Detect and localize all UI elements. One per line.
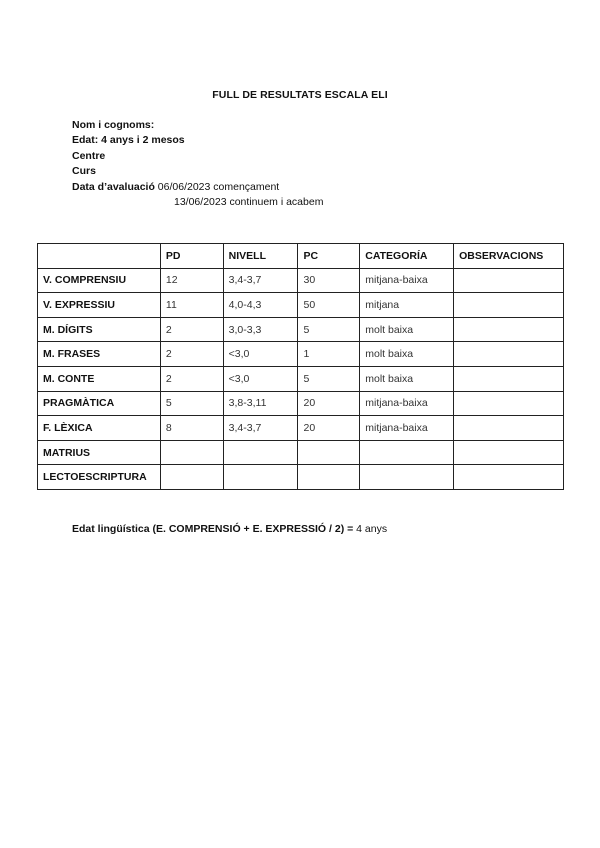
row-label: M. FRASES bbox=[38, 342, 161, 367]
header-cell-pd: PD bbox=[160, 244, 223, 269]
table-row bbox=[38, 293, 564, 318]
pc-cell bbox=[298, 465, 360, 490]
table-row bbox=[38, 342, 564, 367]
nivell-cell: 3,4-3,7 bbox=[223, 268, 298, 293]
course-row bbox=[72, 164, 323, 179]
observacions-cell bbox=[454, 293, 564, 318]
student-info bbox=[72, 118, 323, 210]
pc-cell: 5 bbox=[298, 317, 360, 342]
observacions-cell bbox=[454, 416, 564, 441]
age-row bbox=[72, 133, 323, 148]
nivell-cell: <3,0 bbox=[223, 366, 298, 391]
table-row bbox=[38, 416, 564, 441]
center-row bbox=[72, 149, 323, 164]
row-label: MATRIUS bbox=[38, 440, 161, 465]
observacions-cell bbox=[454, 366, 564, 391]
row-label: V. COMPRENSIU bbox=[38, 268, 161, 293]
nivell-cell: 3,4-3,7 bbox=[223, 416, 298, 441]
nivell-cell bbox=[223, 440, 298, 465]
table-row bbox=[38, 465, 564, 490]
course-label: Curs bbox=[72, 165, 96, 178]
results-table bbox=[37, 243, 564, 490]
pc-cell: 20 bbox=[298, 416, 360, 441]
age-label: Edat: 4 anys i 2 mesos bbox=[72, 134, 185, 147]
pd-cell: 2 bbox=[160, 342, 223, 367]
categoria-cell: mitjana-baixa bbox=[360, 268, 454, 293]
categoria-cell bbox=[360, 465, 454, 490]
pc-cell bbox=[298, 440, 360, 465]
pd-cell: 5 bbox=[160, 391, 223, 416]
nivell-cell: 4,0-4,3 bbox=[223, 293, 298, 318]
date-label: Data d’avaluació bbox=[72, 180, 155, 193]
header-cell-blank bbox=[38, 244, 161, 269]
row-label: V. EXPRESSIU bbox=[38, 293, 161, 318]
pc-cell: 50 bbox=[298, 293, 360, 318]
name-label: Nom i cognoms: bbox=[72, 119, 155, 131]
header-cell-categoria: CATEGORÍA bbox=[360, 244, 454, 269]
categoria-cell bbox=[360, 440, 454, 465]
categoria-cell: molt baixa bbox=[360, 342, 454, 367]
table-row bbox=[38, 391, 564, 416]
nivell-cell: <3,0 bbox=[223, 342, 298, 367]
row-label: PRAGMÀTICA bbox=[38, 391, 161, 416]
header-cell-nivell: NIVELL bbox=[223, 244, 298, 269]
pd-cell: 8 bbox=[160, 416, 223, 441]
pd-cell bbox=[160, 440, 223, 465]
pd-cell: 2 bbox=[160, 317, 223, 342]
header-cell-pc: PC bbox=[298, 244, 360, 269]
categoria-cell: mitjana bbox=[360, 293, 454, 318]
date-value-start: 06/06/2023 començament bbox=[157, 180, 280, 193]
table-header-row bbox=[38, 244, 564, 269]
date-row-continued bbox=[72, 195, 323, 210]
categoria-cell: mitjana-baixa bbox=[360, 391, 454, 416]
header-cell-observacions: OBSERVACIONS bbox=[454, 244, 564, 269]
center-label: Centre bbox=[72, 149, 106, 162]
observacions-cell bbox=[454, 268, 564, 293]
date-value-continue: 13/06/2023 continuem i acabem bbox=[174, 195, 324, 208]
date-row bbox=[72, 180, 323, 195]
table-row bbox=[38, 268, 564, 293]
row-label: M. CONTE bbox=[38, 366, 161, 391]
row-label: LECTOESCRIPTURA bbox=[38, 465, 161, 490]
observacions-cell bbox=[454, 342, 564, 367]
observacions-cell bbox=[454, 465, 564, 490]
pd-cell: 12 bbox=[160, 268, 223, 293]
categoria-cell: molt baixa bbox=[360, 317, 454, 342]
pc-cell: 5 bbox=[298, 366, 360, 391]
row-label: F. LÈXICA bbox=[38, 416, 161, 441]
pd-cell: 2 bbox=[160, 366, 223, 391]
document-title: FULL DE RESULTATS ESCALA ELI bbox=[212, 89, 388, 101]
observacions-cell bbox=[454, 440, 564, 465]
categoria-cell: molt baixa bbox=[360, 366, 454, 391]
nivell-cell: 3,8-3,11 bbox=[223, 391, 298, 416]
formula-value: 4 anys bbox=[356, 523, 388, 535]
pc-cell: 1 bbox=[298, 342, 360, 367]
pd-cell: 11 bbox=[160, 293, 223, 318]
table-row bbox=[38, 366, 564, 391]
observacions-cell bbox=[454, 317, 564, 342]
pc-cell: 30 bbox=[298, 268, 360, 293]
table-row bbox=[38, 317, 564, 342]
nivell-cell bbox=[223, 465, 298, 490]
table-row bbox=[38, 440, 564, 465]
name-row bbox=[72, 118, 323, 133]
formula-label: Edat lingüística (E. COMPRENSIÓ + E. EXPRESSIÓ / 2) = bbox=[72, 523, 354, 535]
linguistic-age-summary bbox=[72, 523, 387, 535]
pc-cell: 20 bbox=[298, 391, 360, 416]
categoria-cell: mitjana-baixa bbox=[360, 416, 454, 441]
pd-cell bbox=[160, 465, 223, 490]
row-label: M. DÍGITS bbox=[38, 317, 161, 342]
observacions-cell bbox=[454, 391, 564, 416]
nivell-cell: 3,0-3,3 bbox=[223, 317, 298, 342]
